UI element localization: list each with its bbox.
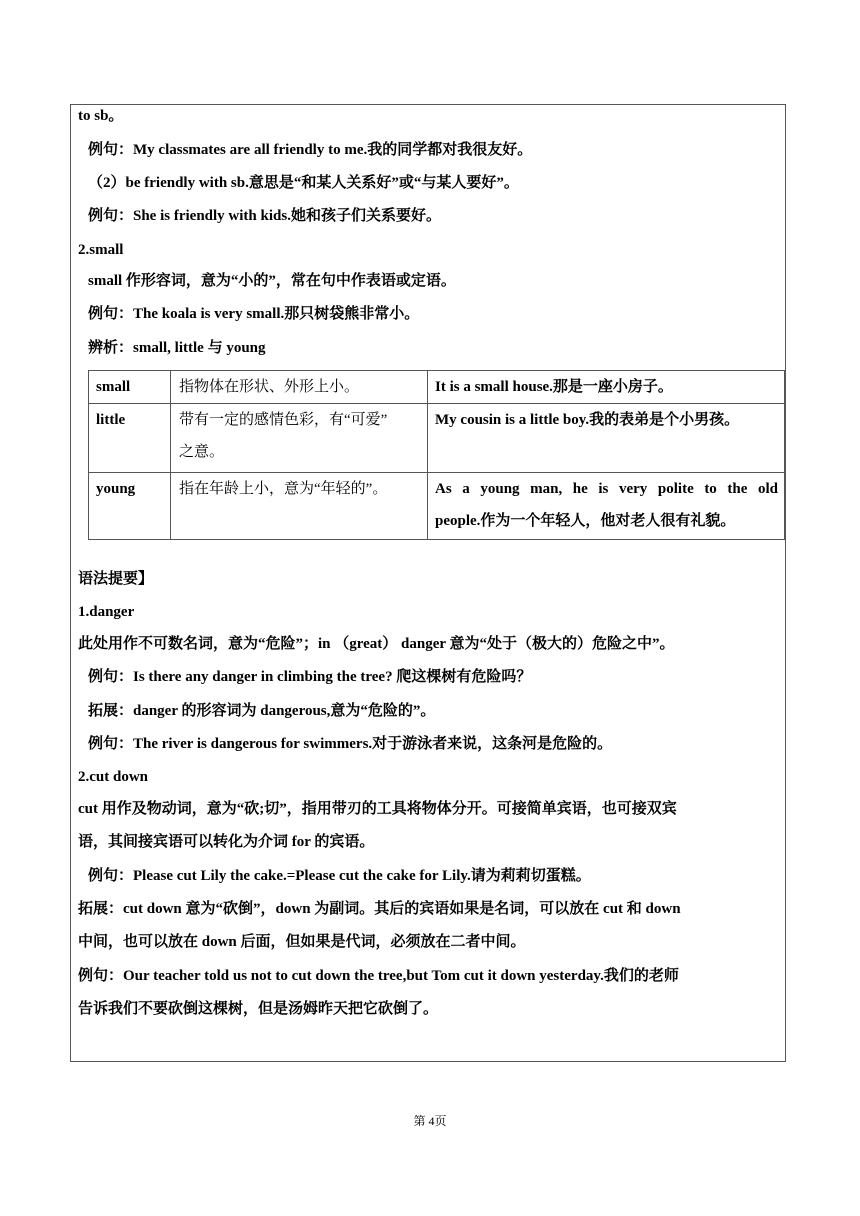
table-row [89, 473, 785, 540]
text-line: 拓展：danger 的形容词为 dangerous,意为“危险的”。 [88, 703, 436, 719]
comparison-table [88, 370, 785, 540]
example-line: 例句：She is friendly with kids.她和孩子们关系要好。 [88, 208, 441, 224]
text-line: 语，其间接宾语可以转化为介词 for 的宾语。 [78, 834, 375, 850]
example-line: 例句：The river is dangerous for swimmers.对于游泳者来说，这条河是危险的。 [88, 736, 613, 752]
text-line: 中间，也可以放在 down 后面，但如果是代词，必须放在二者中间。 [78, 934, 526, 950]
text-line: small 作形容词，意为“小的”，常在句中作表语或定语。 [88, 273, 456, 289]
page-number: 第 4页 [413, 1114, 447, 1128]
example-line: people.作为一个年轻人，他对老人很有礼貌。 [435, 513, 736, 529]
table-cell-example: It is a small house.那是一座小房子。 [428, 371, 785, 404]
example-line: 例句：Our teacher told us not to cut down the tree,but Tom cut it down yesterday.我们的老师 [78, 968, 679, 984]
table-cell-example: My cousin is a little boy.我的表弟是个小男孩。 [428, 404, 785, 473]
section-heading: 1.danger [78, 604, 135, 620]
table-row [89, 404, 785, 473]
comparison-heading: 辨析：small, little 与 young [88, 340, 266, 356]
example-line: As a young man, he is very polite to the old [435, 481, 778, 497]
section-heading: 2.cut down [78, 769, 149, 785]
section-heading: 2.small [78, 242, 124, 258]
text-line: （2）be friendly with sb.意思是“和某人关系好”或“与某人要好”。 [88, 175, 519, 191]
text-line: 告诉我们不要砍倒这棵树，但是汤姆昨天把它砍倒了。 [78, 1001, 439, 1017]
example-line: 例句：Is there any danger in climbing the tree? 爬这棵树有危险吗？ [88, 669, 532, 685]
example-line: 例句：The koala is very small.那只树袋熊非常小。 [88, 306, 420, 322]
table-cell-meaning [171, 404, 428, 473]
text-line: cut 用作及物动词，意为“砍;切”，指用带刃的工具将物体分开。可接简单宾语，也可接双宾 [78, 801, 677, 817]
text-line: 此处用作不可数名词，意为“危险”；in （great） danger 意为“处于（极大的）危险之中”。 [78, 636, 675, 652]
example-line: 例句：Please cut Lily the cake.=Please cut the cake for Lily.请为莉莉切蛋糕。 [88, 868, 591, 884]
table-row [89, 371, 785, 404]
meaning-line: 带有一定的感情色彩，有“可爱” [179, 412, 388, 428]
text-line: to sb。 [78, 108, 124, 124]
table-cell-meaning: 指物体在形状、外形上小。 [171, 371, 428, 404]
meaning-line: 之意。 [179, 444, 225, 460]
table-cell-word: young [89, 473, 171, 540]
text-line: 拓展：cut down 意为“砍倒”，down 为副词。其后的宾语如果是名词，可以放在 cut 和 down [78, 901, 681, 917]
grammar-heading: 语法提要】 [78, 571, 154, 587]
table-cell-word: small [89, 371, 171, 404]
table-cell-example [428, 473, 785, 540]
table-cell-meaning: 指在年龄上小，意为“年轻的”。 [171, 473, 428, 540]
example-line: 例句：My classmates are all friendly to me.我的同学都对我很友好。 [88, 142, 533, 158]
table-cell-word: little [89, 404, 171, 473]
